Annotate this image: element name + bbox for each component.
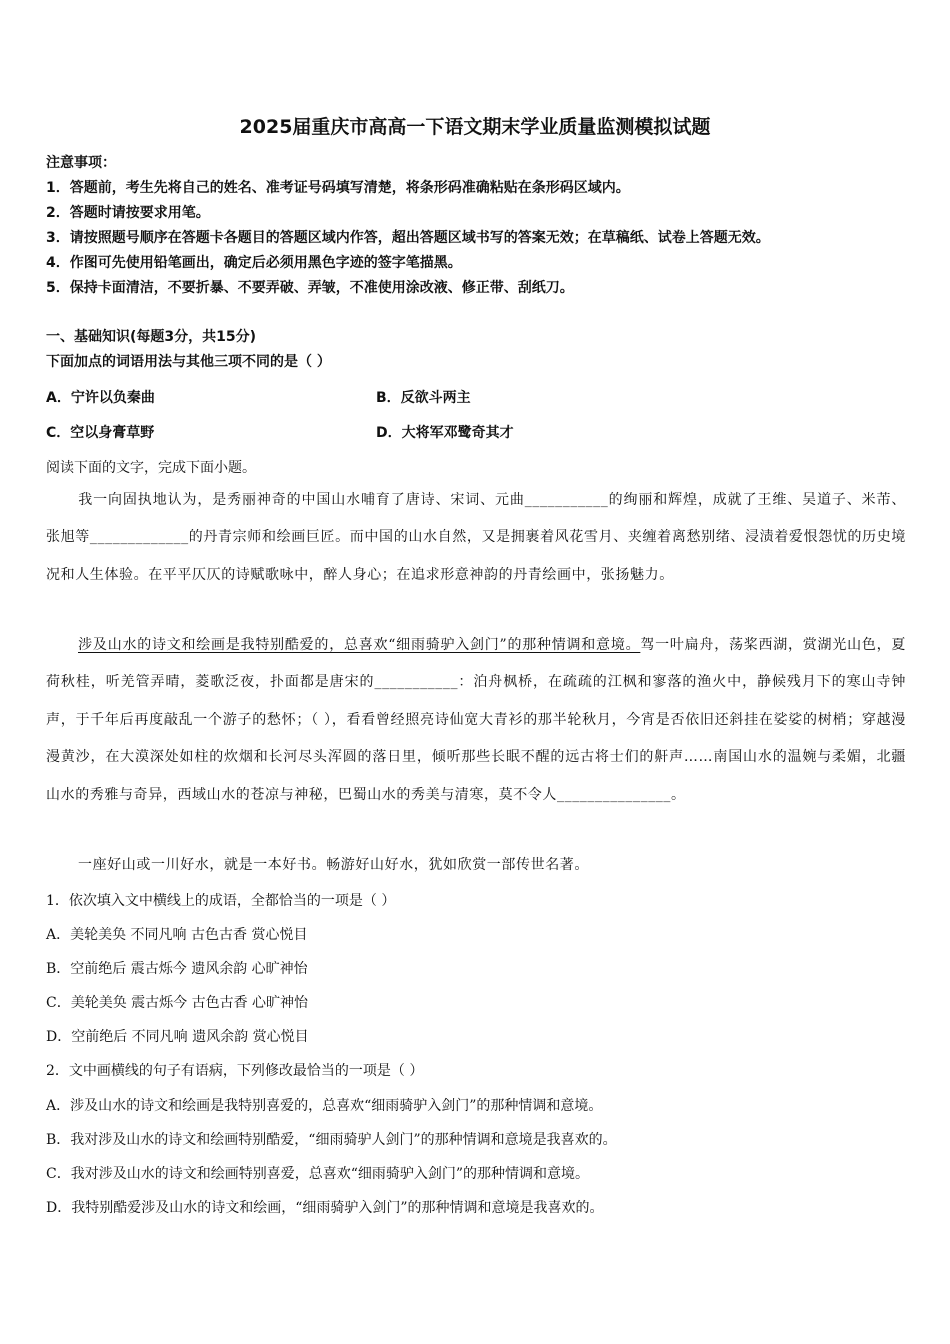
paragraph-text: 驾一叶扁舟，荡桨西湖，赏湖光山色，夏荷秋桂，听羌管弄晴，菱歌泛夜，扑面都是唐宋的___________：泊舟枫桥，在疏疏的江枫和寥落的渔火中，静候残月下的寒山寺钟声，于千年后再度敲乱一个游子的愁怀；（ ），看看曾经照亮诗仙宽大青衫的那半轮秋月，今宵是否依旧还斜挂在娑娑的树梢；穿越漫漫黄沙，在大漠深处如柱的炊烟和长河尽头浑圆的落日里，倾听那些长眠不醒的远古将士们的鼾声……南国山水的温婉与柔媚，北疆山水的秀雅与奇异，西域山水的苍凉与神秘，巴蜀山水的秀美与清寒，莫不令人_______________。 bbox=[46, 637, 906, 803]
notice-item: 1．答题前，考生先将自己的姓名、准考证号码填写清楚，将条形码准确粘贴在条形码区域内。 bbox=[46, 180, 630, 196]
option-b: B．反欲斗两主 bbox=[376, 390, 471, 406]
notice-item: 2．答题时请按要求用笔。 bbox=[46, 205, 210, 221]
reading-paragraph-3 bbox=[46, 847, 906, 884]
notice-item: 4．作图可先使用铅笔画出，确定后必须用黑色字迹的签字笔描黑。 bbox=[46, 255, 462, 271]
answer-option: C．我对涉及山水的诗文和绘画特别喜爱，总喜欢“细雨骑驴入剑门”的那种情调和意境。 bbox=[46, 1166, 590, 1182]
question-stem: 2．文中画横线的句子有语病，下列修改最恰当的一项是（ ） bbox=[46, 1063, 424, 1079]
answer-option: C．美轮美奂 震古烁今 古色古香 心旷神怡 bbox=[46, 995, 309, 1011]
underlined-sentence: 涉及山水的诗文和绘画是我特别酷爱的，总喜欢“细雨骑驴入剑门”的那种情调和意境。 bbox=[78, 637, 641, 653]
reading-intro: 阅读下面的文字，完成下面小题。 bbox=[46, 460, 256, 476]
notice-item: 3．请按照题号顺序在答题卡各题目的答题区域内作答，超出答题区域书写的答案无效；在草稿纸、试卷上答题无效。 bbox=[46, 230, 770, 246]
section-heading: 一、基础知识(每题3分，共15分) bbox=[46, 329, 257, 345]
notice-item: 5．保持卡面清洁，不要折暴、不要弄破、弄皱，不准使用涂改液、修正带、刮纸刀。 bbox=[46, 280, 574, 296]
answer-option: D．我特别酷爱涉及山水的诗文和绘画，“细雨骑驴入剑门”的那种情调和意境是我喜欢的。 bbox=[46, 1200, 604, 1216]
paragraph-text: 我一向固执地认为，是秀丽神奇的中国山水哺育了唐诗、宋词、元曲___________的绚丽和辉煌，成就了王维、吴道子、米芾、张旭等_____________的丹青宗师和绘画巨匠。而中国的山水自然，又是拥裹着风花雪月、夹缠着离愁别绪、浸渍着爱恨怨忧的历史境况和人生体验。在平平仄仄的诗赋歌咏中，醉人身心；在追求形意神韵的丹青绘画中，张扬魅力。 bbox=[46, 492, 906, 583]
option-d: D．大将军邓鹭奇其才 bbox=[376, 425, 514, 441]
answer-option: A．美轮美奂 不同凡响 古色古香 赏心悦目 bbox=[46, 927, 308, 943]
reading-paragraph-1 bbox=[46, 482, 906, 594]
option-a: A．宁许以负秦曲 bbox=[46, 390, 155, 406]
question-stem: 1．依次填入文中横线上的成语，全都恰当的一项是（ ） bbox=[46, 893, 396, 909]
answer-option: A．涉及山水的诗文和绘画是我特别喜爱的，总喜欢“细雨骑驴入剑门”的那种情调和意境。 bbox=[46, 1098, 603, 1114]
reading-paragraph-2 bbox=[46, 627, 906, 814]
answer-option: B．我对涉及山水的诗文和绘画特别酷爱，“细雨骑驴人剑门”的那种情调和意境是我喜欢的。 bbox=[46, 1132, 617, 1148]
answer-option: D．空前绝后 不同凡响 遗风余韵 赏心悦目 bbox=[46, 1029, 309, 1045]
question-stem: 下面加点的词语用法与其他三项不同的是（ ） bbox=[46, 354, 331, 370]
answer-option: B．空前绝后 震古烁今 遗风余韵 心旷神怡 bbox=[46, 961, 308, 977]
notice-heading: 注意事项： bbox=[46, 155, 116, 171]
page-title: 2025届重庆市高高一下语文期末学业质量监测模拟试题 bbox=[239, 116, 711, 138]
paragraph-text: 一座好山或一川好水，就是一本好书。畅游好山好水，犹如欣赏一部传世名著。 bbox=[78, 857, 589, 873]
option-c: C．空以身膏草野 bbox=[46, 425, 155, 441]
